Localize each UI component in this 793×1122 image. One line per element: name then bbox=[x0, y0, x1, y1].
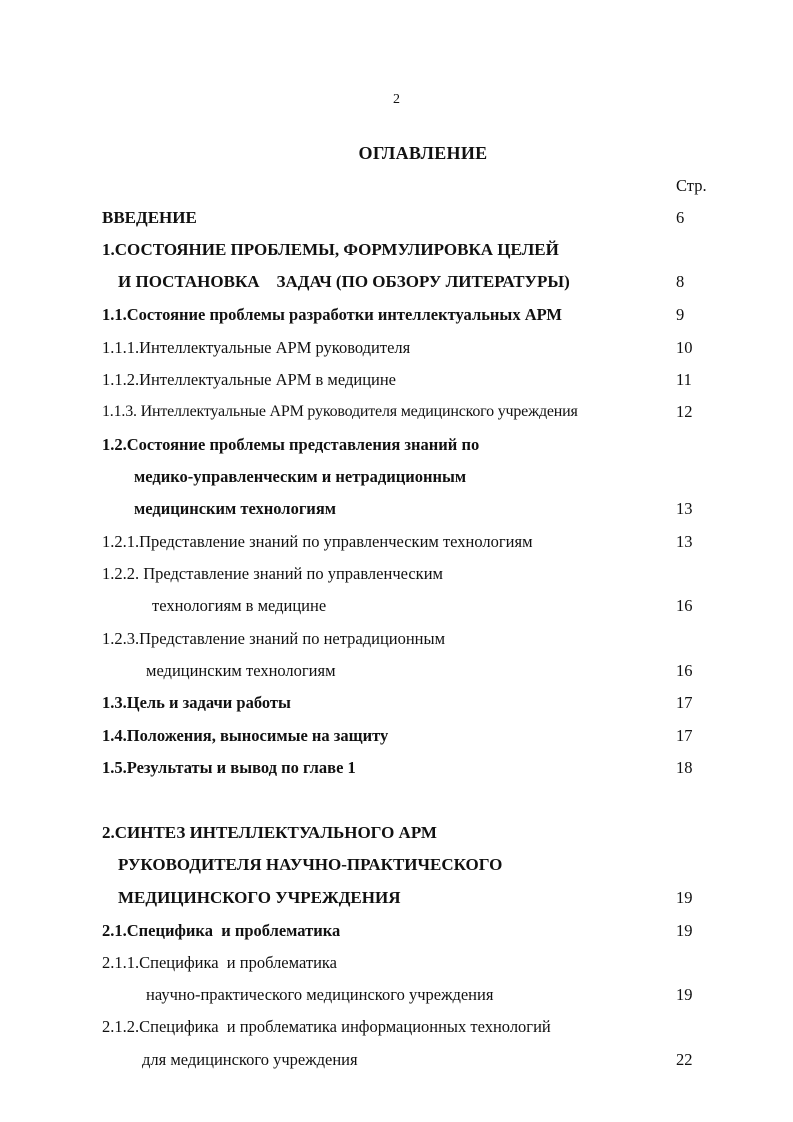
toc-entry-1-2-1: 1.2.1.Представление знаний по управленческим технологиям bbox=[102, 532, 533, 551]
toc-entry-1-2-cont2: медицинским технологиям bbox=[134, 499, 336, 518]
toc-entry-chapter-1-cont: И ПОСТАНОВКА ЗАДАЧ (ПО ОБЗОРУ ЛИТЕРАТУРЫ) bbox=[118, 272, 570, 291]
toc-page-2-1-2: 22 bbox=[676, 1050, 693, 1069]
toc-entry-2-1-1: 2.1.1.Специфика и проблематика bbox=[102, 953, 337, 972]
toc-entry-2-1-1-cont: научно-практического медицинского учреждения bbox=[146, 985, 494, 1004]
toc-entry-1-1: 1.1.Состояние проблемы разработки интеллектуальных АРМ bbox=[102, 305, 562, 324]
toc-page-chapter-2: 19 bbox=[676, 888, 693, 907]
toc-entry-chapter-2: 2.СИНТЕЗ ИНТЕЛЛЕКТУАЛЬНОГО АРМ bbox=[102, 823, 437, 842]
toc-page-1-5: 18 bbox=[676, 758, 693, 777]
toc-entry-2-1-2-cont: для медицинского учреждения bbox=[142, 1050, 358, 1069]
toc-entry-chapter-2-cont2: МЕДИЦИНСКОГО УЧРЕЖДЕНИЯ bbox=[118, 888, 401, 907]
toc-entry-1-4: 1.4.Положения, выносимые на защиту bbox=[102, 726, 389, 745]
toc-entry-1-2: 1.2.Состояние проблемы представления знаний по bbox=[102, 435, 480, 454]
toc-entry-1-2-2: 1.2.2. Представление знаний по управленческим bbox=[102, 564, 443, 583]
toc-page-1-1-1: 10 bbox=[676, 338, 693, 357]
toc-page-2-1-1: 19 bbox=[676, 985, 693, 1004]
toc-entry-1-3: 1.3.Цель и задачи работы bbox=[102, 693, 291, 712]
toc-entry-1-2-cont1: медико-управленческим и нетрадиционным bbox=[134, 467, 467, 486]
toc-entry-chapter-1: 1.СОСТОЯНИЕ ПРОБЛЕМЫ, ФОРМУЛИРОВКА ЦЕЛЕЙ bbox=[102, 240, 559, 259]
toc-entry-1-1-3: 1.1.3. Интеллектуальные АРМ руководителя медицинского учреждения bbox=[102, 403, 578, 420]
toc-entry-1-2-3: 1.2.3.Представление знаний по нетрадиционным bbox=[102, 629, 446, 648]
toc-entry-2-1: 2.1.Специфика и проблематика bbox=[102, 921, 341, 940]
toc-page-1-4: 17 bbox=[676, 726, 693, 745]
toc-page-1-3: 17 bbox=[676, 693, 693, 712]
toc-page-1-2-2: 16 bbox=[676, 596, 693, 615]
page-title: ОГЛАВЛЕНИЕ bbox=[358, 143, 488, 163]
toc-page-1-1: 9 bbox=[676, 305, 685, 324]
toc-page-1-1-3: 12 bbox=[676, 402, 693, 421]
toc-entry-1-1-2: 1.1.2.Интеллектуальные АРМ в медицине bbox=[102, 370, 397, 389]
toc-page-introduction: 6 bbox=[676, 208, 685, 227]
toc-page-1-2: 13 bbox=[676, 499, 693, 518]
toc-entry-introduction: ВВЕДЕНИЕ bbox=[102, 208, 197, 227]
pages-column-header: Стр. bbox=[676, 176, 707, 195]
toc-entry-1-2-2-cont: технологиям в медицине bbox=[152, 596, 327, 615]
toc-entry-1-1-1: 1.1.1.Интеллектуальные АРМ руководителя bbox=[102, 338, 411, 357]
page-number: 2 bbox=[393, 92, 400, 107]
toc-page-1-2-1: 13 bbox=[676, 532, 693, 551]
toc-page-chapter-1: 8 bbox=[676, 272, 685, 291]
toc-entry-2-1-2: 2.1.2.Специфика и проблематика информационных технологий bbox=[102, 1017, 551, 1036]
toc-page-1-2-3: 16 bbox=[676, 661, 693, 680]
toc-entry-1-2-3-cont: медицинским технологиям bbox=[146, 661, 336, 680]
toc-entry-1-5: 1.5.Результаты и вывод по главе 1 bbox=[102, 758, 356, 777]
toc-page-2-1: 19 bbox=[676, 921, 693, 940]
toc-entry-chapter-2-cont1: РУКОВОДИТЕЛЯ НАУЧНО-ПРАКТИЧЕСКОГО bbox=[118, 855, 503, 874]
toc-page-1-1-2: 11 bbox=[676, 370, 692, 389]
